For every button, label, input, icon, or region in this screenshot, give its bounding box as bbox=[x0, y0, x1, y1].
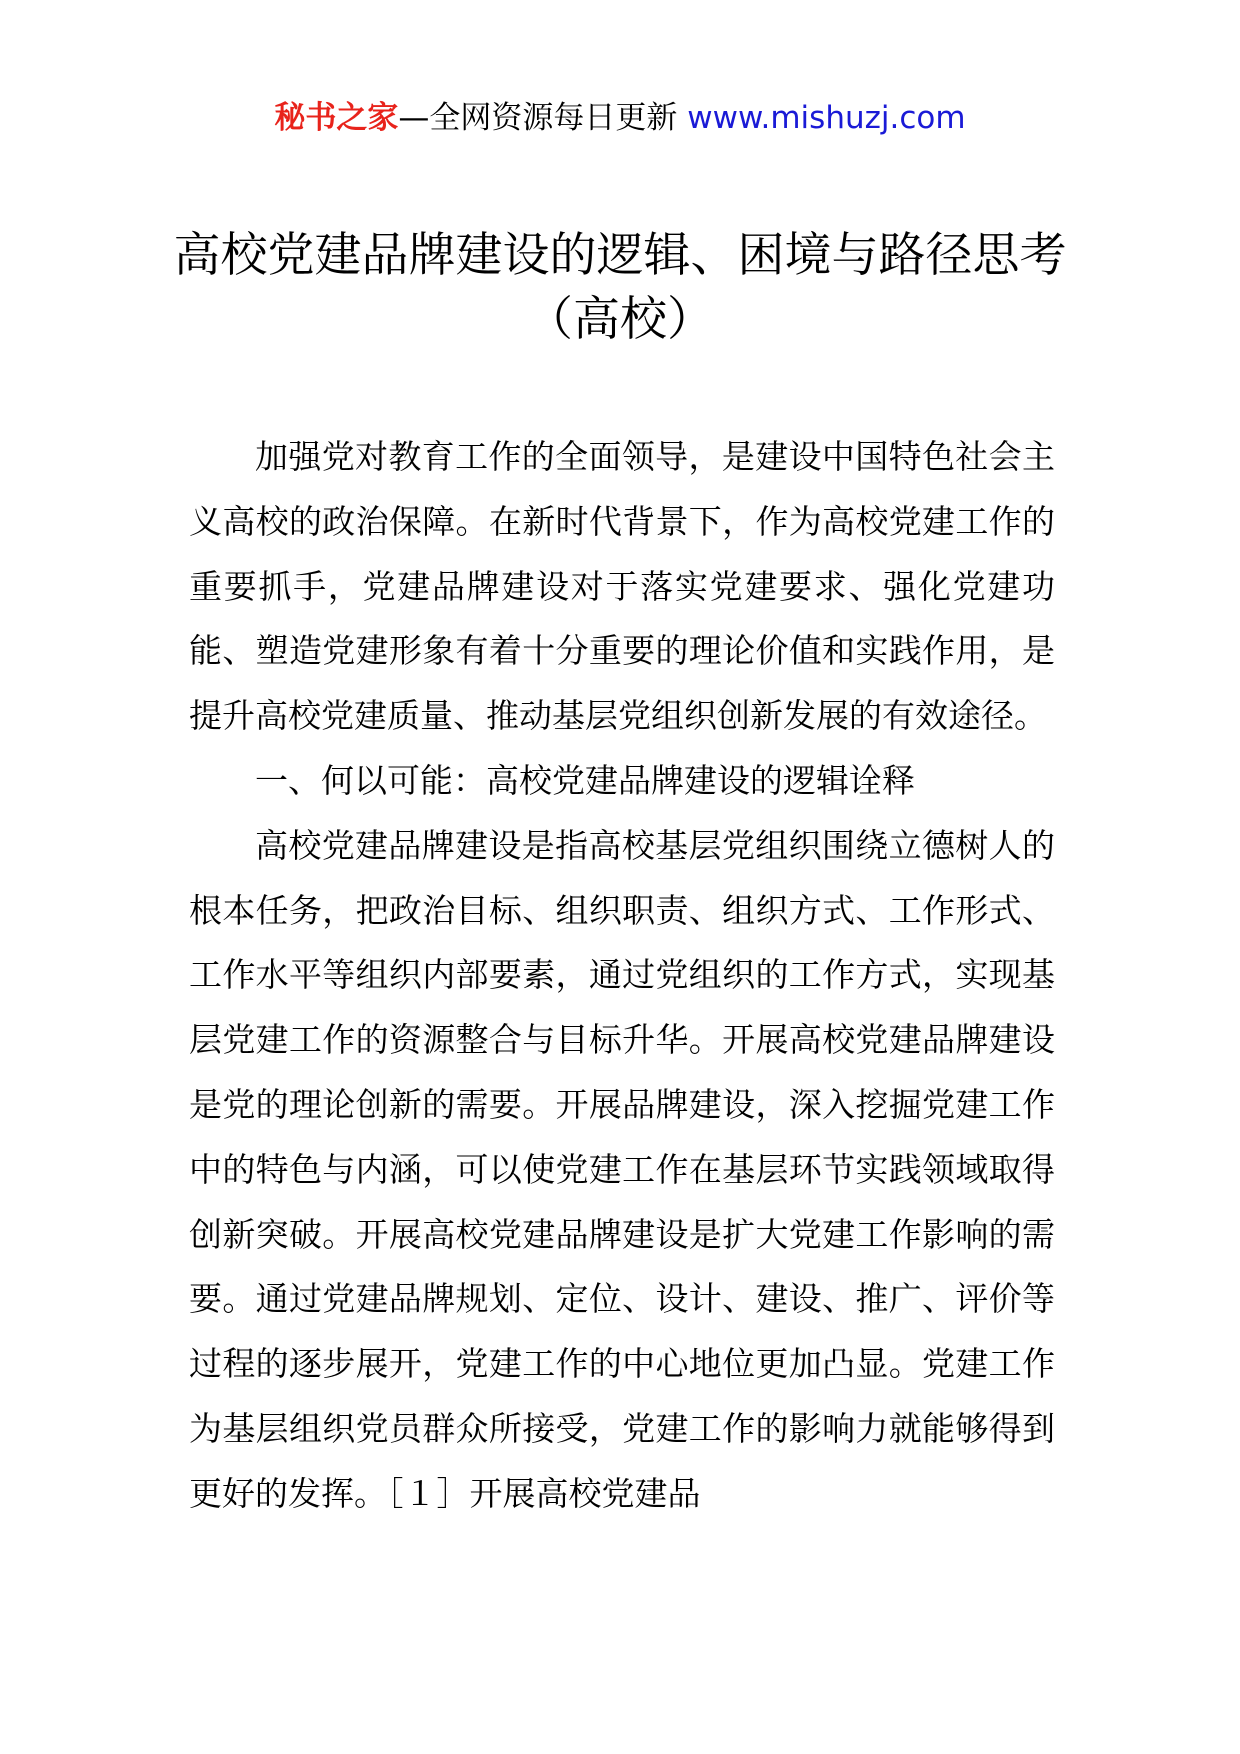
brand-name: 秘书之家 bbox=[274, 100, 399, 136]
document-body bbox=[189, 425, 1055, 1527]
body-paragraph: 高校党建品牌建设是指高校基层党组织围绕立德树人的根本任务，把政治目标、组织职责、组织方式、工作形式、工作水平等组织内部要素，通过党组织的工作方式，实现基层党建工作的资源整合与目标升华。开展高校党建品牌建设是党的理论创新的需要。开展品牌建设，深入挖掘党建工作中的特色与内涵，可以使党建工作在基层环节实践领域取得创新突破。开展高校党建品牌建设是扩大党建工作影响的需要。通过党建品牌规划、定位、设计、建设、推广、评价等过程的逐步展开，党建工作的中心地位更加凸显。党建工作为基层组织党员群众所接受，党建工作的影响力就能够得到更好的发挥。［１］开展高校党建品 bbox=[189, 825, 1055, 1513]
intro-paragraph: 加强党对教育工作的全面领导，是建设中国特色社会主义高校的政治保障。在新时代背景下，作为高校党建工作的重要抓手，党建品牌建设对于落实党建要求、强化党建功能、塑造党建形象有着十分重要的理论价值和实践作用，是提升高校党建质量、推动基层党组织创新发展的有效途径。 bbox=[189, 437, 1055, 736]
site-header bbox=[0, 98, 1240, 138]
site-url-link[interactable]: www.mishuzj.com bbox=[687, 100, 966, 136]
site-tagline: —全网资源每日更新 bbox=[398, 100, 678, 136]
section-heading: 一、何以可能：高校党建品牌建设的逻辑诠释 bbox=[255, 760, 915, 800]
document-title: 高校党建品牌建设的逻辑、困境与路径思考（高校） bbox=[173, 228, 1067, 347]
